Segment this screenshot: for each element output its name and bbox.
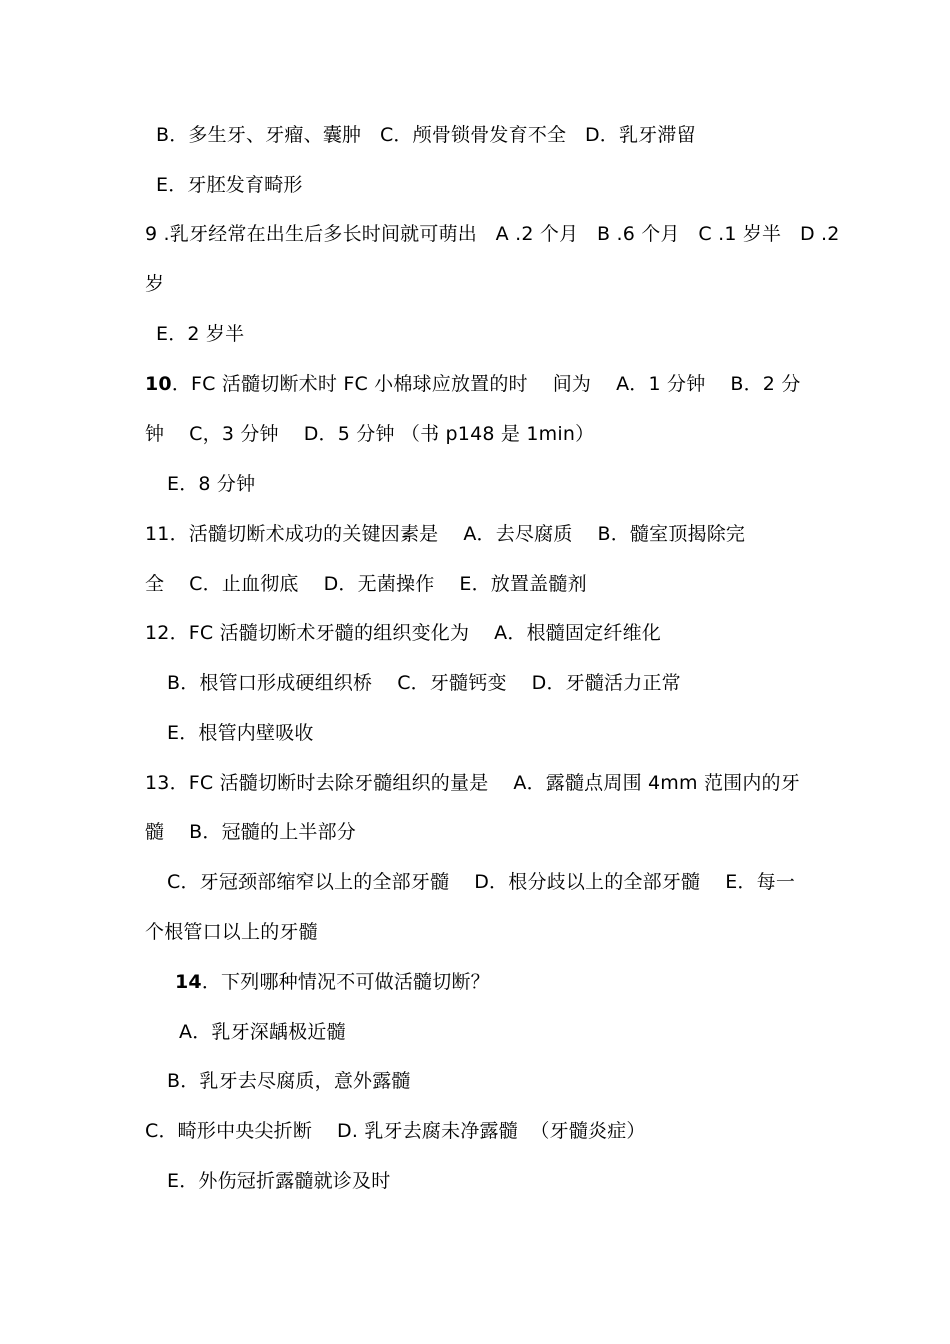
- q14-options-cd: C．畸形中央尖折断 D. 乳牙去腐未净露髓 （牙髓炎症）: [145, 1120, 646, 1142]
- q10-question-cont: 钟 C，3 分钟 D．5 分钟 （书 p148 是 1min）: [145, 423, 595, 445]
- q10-option-e: E．8 分钟: [167, 473, 256, 495]
- q11-question: 11．活髓切断术成功的关键因素是 A．去尽腐质 B．髓室顶揭除完: [145, 523, 746, 545]
- q9-question: 9 .乳牙经常在出生后多长时间就可萌出 A .2 个月 B .6 个月 C .1 岁半 D .2: [145, 223, 840, 245]
- q10-question: [145, 371, 801, 397]
- q10-number: 10: [145, 373, 172, 395]
- q14-question: [175, 969, 490, 995]
- q14-option-a: A．乳牙深龋极近髓: [179, 1021, 346, 1043]
- q14-text: ．下列哪种情况不可做活髓切断？: [201, 971, 490, 993]
- q8-option-e: E．牙胚发育畸形: [156, 174, 303, 196]
- q12-question: 12．FC 活髓切断术牙髓的组织变化为 A．根髓固定纤维化: [145, 622, 661, 644]
- q14-number: 14: [175, 971, 202, 993]
- q9-option-e: E．2 岁半: [156, 323, 245, 345]
- q14-option-e: E．外伤冠折露髓就诊及时: [167, 1170, 391, 1192]
- q12-option-e: E．根管内壁吸收: [167, 722, 314, 744]
- q13-options-cont: 个根管口以上的牙髓: [145, 921, 318, 943]
- q13-question-cont: 髓 B．冠髓的上半部分: [145, 821, 356, 843]
- q9-question-cont: 岁: [145, 273, 165, 295]
- q14-option-b: B．乳牙去尽腐质，意外露髓: [167, 1070, 411, 1092]
- q13-options-cde: C．牙冠颈部缩窄以上的全部牙髓 D．根分歧以上的全部牙髓 E．每一: [167, 871, 796, 893]
- q13-question: 13．FC 活髓切断时去除牙髓组织的量是 A．露髓点周围 4mm 范围内的牙: [145, 772, 800, 794]
- q8-options-bcd: B．多生牙、牙瘤、囊肿 C．颅骨锁骨发育不全 D．乳牙滞留: [156, 124, 696, 146]
- q12-options-bcd: B．根管口形成硬组织桥 C．牙髓钙变 D．牙髓活力正常: [167, 672, 681, 694]
- q11-question-cont: 全 C．止血彻底 D．无菌操作 E．放置盖髓剂: [145, 573, 587, 595]
- q10-text: ．FC 活髓切断术时 FC 小棉球应放置的时 间为 A．1 分钟 B．2 分: [171, 373, 801, 395]
